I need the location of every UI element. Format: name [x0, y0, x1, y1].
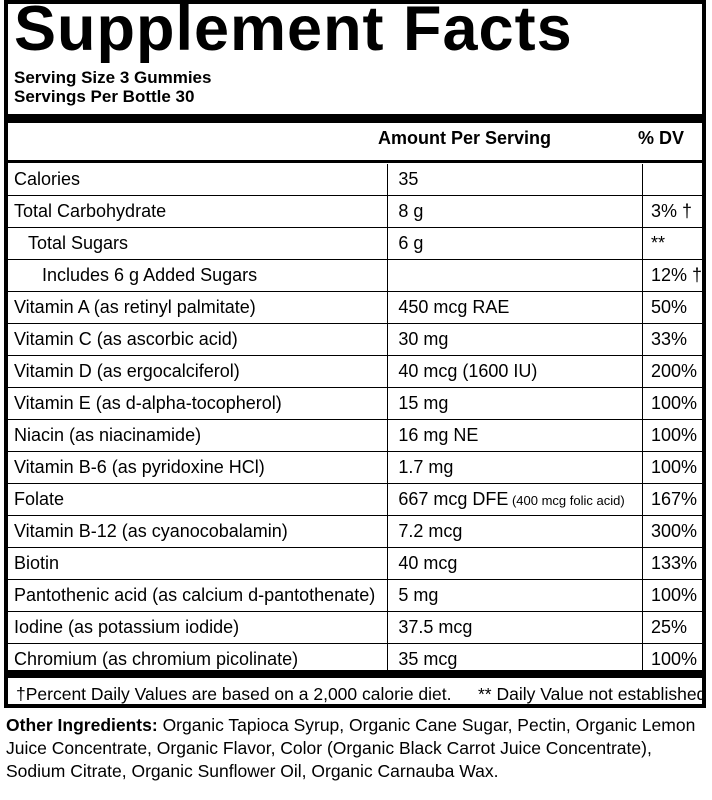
nutrient-row [8, 484, 702, 516]
nutrient-amount: 1.7 mg [388, 452, 643, 484]
nutrient-dv: 100% [642, 452, 702, 484]
nutrient-name: Vitamin C (as ascorbic acid) [8, 324, 388, 356]
nutrient-dv: 25% [642, 612, 702, 644]
nutrient-dv: 100% [642, 580, 702, 612]
header-divider [8, 160, 702, 163]
nutrient-dv: 200% [642, 356, 702, 388]
nutrient-amount: 40 mcg (1600 IU) [388, 356, 643, 388]
supplement-facts-panel [4, 0, 706, 708]
nutrient-dv: 12% † [642, 260, 702, 292]
nutrient-row [8, 516, 702, 548]
nutrient-name: Total Carbohydrate [8, 196, 388, 228]
nutrient-row [8, 164, 702, 196]
nutrient-name: Niacin (as niacinamide) [8, 420, 388, 452]
nutrient-amount: 5 mg [388, 580, 643, 612]
nutrient-dv: 167% [642, 484, 702, 516]
thick-divider-bottom [8, 670, 702, 678]
nutrient-amount: 35 [388, 164, 643, 196]
nutrient-name: Vitamin B-6 (as pyridoxine HCl) [8, 452, 388, 484]
nutrient-row [8, 388, 702, 420]
nutrient-amount: 30 mg [388, 324, 643, 356]
nutrient-dv [642, 164, 702, 196]
nutrient-dv: 33% [642, 324, 702, 356]
nutrient-row [8, 548, 702, 580]
nutrient-name: Biotin [8, 548, 388, 580]
nutrient-dv: 300% [642, 516, 702, 548]
nutrient-row [8, 452, 702, 484]
nutrient-row [8, 356, 702, 388]
nutrient-amount: 15 mg [388, 388, 643, 420]
other-ingredients-text: Organic Tapioca Syrup, Organic Cane Sugar, Pectin, Organic Lemon Juice Concentrate, Organic Flavor, Color (Organic Black Carrot Juice Concentrate), Sodium Citrate, Organic Sunflower Oil, Organic Carnauba Wax. [6, 715, 696, 781]
nutrient-name: Vitamin E (as d-alpha-tocopherol) [8, 388, 388, 420]
nutrient-amount: 8 g [388, 196, 643, 228]
dv-header: % DV [638, 128, 685, 148]
nutrient-dv: 100% [650, 649, 697, 669]
footnote-dv-basis: †Percent Daily Values are based on a 2,000 calorie diet. [16, 684, 452, 704]
nutrient-dv: 100% [642, 388, 702, 420]
nutrient-dv: 50% [642, 292, 702, 324]
nutrient-name: Calories [8, 164, 388, 196]
nutrient-name: Iodine (as potassium iodide) [8, 612, 388, 644]
servings-per-container: Servings Per Bottle 30 [14, 87, 195, 106]
nutrient-name: Vitamin A (as retinyl palmitate) [8, 292, 388, 324]
nutrient-name: Vitamin D (as ergocalciferol) [8, 356, 388, 388]
nutrient-table [8, 164, 702, 675]
nutrient-dv: 100% [642, 420, 702, 452]
nutrient-amount: 667 mcg DFE (400 mcg folic acid) [388, 484, 643, 516]
nutrient-name: Folate [8, 484, 388, 516]
nutrient-dv: 133% [642, 548, 702, 580]
nutrient-name: Chromium (as chromium picolinate) [8, 644, 388, 676]
nutrient-name: Pantothenic acid (as calcium d-pantothenate) [8, 580, 388, 612]
other-ingredients [6, 714, 706, 783]
panel-title: Supplement Facts [14, 0, 573, 64]
nutrient-row [8, 420, 702, 452]
serving-size: Serving Size 3 Gummies [14, 68, 212, 87]
nutrient-dv: 3% † [642, 196, 702, 228]
other-ingredients-label: Other Ingredients: [6, 715, 158, 735]
nutrient-dv: ** [642, 228, 702, 260]
nutrient-name: Includes 6 g Added Sugars [8, 260, 388, 292]
nutrient-amount: 37.5 mcg [388, 612, 643, 644]
nutrient-row [8, 196, 702, 228]
nutrient-amount: 40 mcg [388, 548, 643, 580]
footnote-not-established: ** Daily Value not established [478, 684, 707, 704]
nutrient-amount [388, 260, 643, 292]
nutrient-row [8, 228, 702, 260]
nutrient-amount: 450 mcg RAE [388, 292, 643, 324]
nutrient-row [8, 260, 702, 292]
amount-header: Amount Per Serving [378, 128, 552, 148]
nutrient-row [8, 612, 702, 644]
nutrient-row [8, 324, 702, 356]
serving-info [14, 68, 211, 106]
nutrient-row [8, 580, 702, 612]
amount-note: (400 mcg folic acid) [508, 493, 625, 508]
nutrient-row [8, 292, 702, 324]
nutrient-amount: 35 mcg [388, 644, 643, 676]
nutrient-amount: 6 g [388, 228, 643, 260]
nutrient-name: Total Sugars [8, 228, 388, 260]
thick-divider-top [8, 114, 702, 123]
nutrient-amount: 7.2 mcg [388, 516, 643, 548]
nutrient-amount: 16 mg NE [388, 420, 643, 452]
nutrient-name: Vitamin B-12 (as cyanocobalamin) [8, 516, 388, 548]
